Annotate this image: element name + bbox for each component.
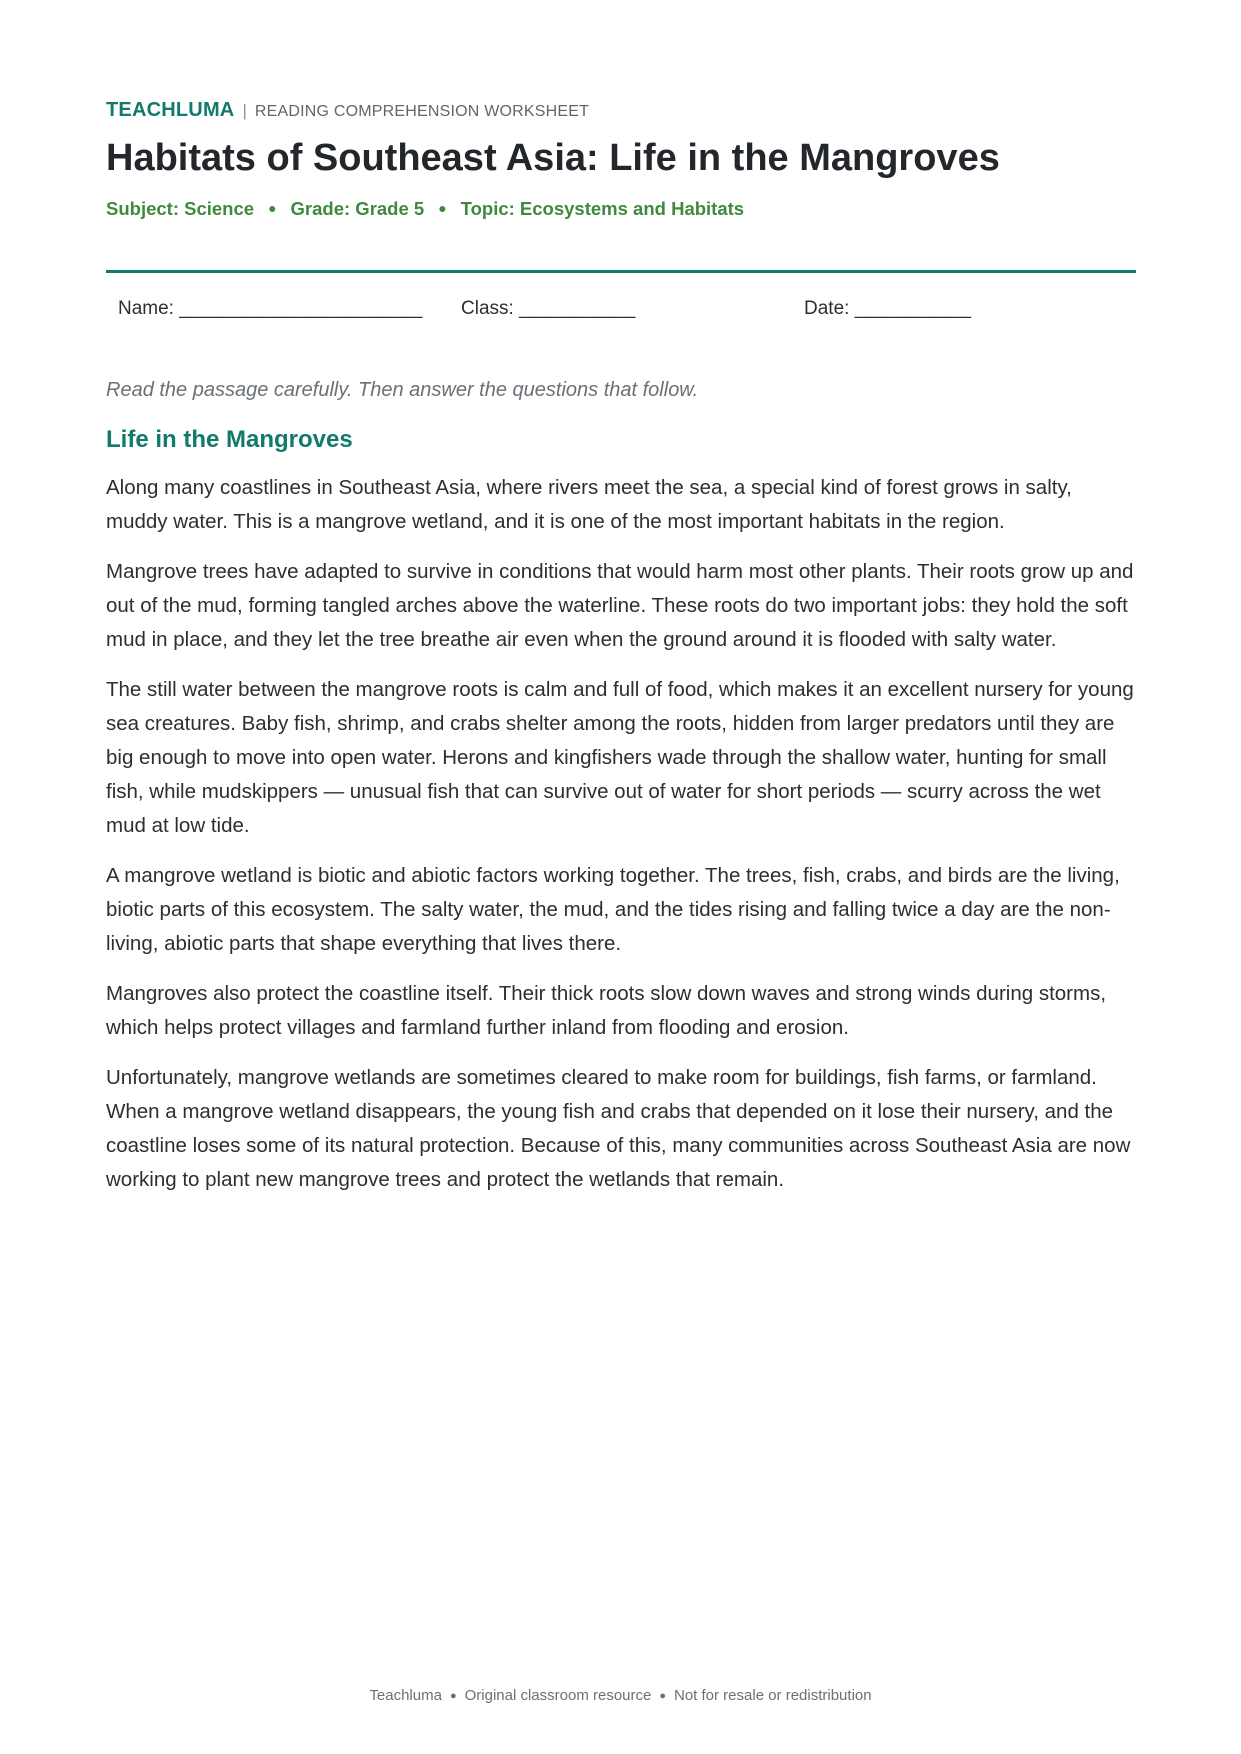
worksheet-type: READING COMPREHENSION WORKSHEET — [254, 103, 590, 120]
passage-paragraph: A mangrove wetland is biotic and abiotic factors working together. The trees, fish, crabs, and birds are the living, biotic parts of this ecosystem. The salty water, the mud, and the tides rising and falling twice a day are the non-living, abiotic parts that shape everything that lives there. — [106, 864, 1120, 955]
footer-license: Not for resale or redistribution — [674, 1687, 872, 1704]
class-field: Class: ___________ — [461, 298, 636, 319]
meta-separator-dot: ● — [438, 200, 447, 216]
brand-separator: | — [242, 101, 247, 120]
passage-paragraph: The still water between the mangrove roots is calm and full of food, which makes it an excellent nursery for young sea creatures. Baby fish, shrimp, and crabs shelter among the roots, hidden from larger predators until they are big enough to move into open water. Herons and kingfishers wade through the shallow water, hunting for small fish, while mudskippers — unusual fish that can survive out of water for short periods — scurry across the wet mud at low tide. — [106, 678, 1134, 837]
page-title: Habitats of Southeast Asia: Life in the Mangroves — [106, 137, 1000, 179]
meta-grade: Grade: Grade 5 — [290, 198, 425, 219]
passage-paragraph: Mangrove trees have adapted to survive in conditions that would harm most other plants. Their roots grow up and out of the mud, forming tangled arches above the waterline. These roots do two important jobs: they hold the soft mud in place, and they let the tree breathe air even when the ground around it is flooded with salty water. — [106, 560, 1134, 651]
passage-paragraph: Mangroves also protect the coastline itself. Their thick roots slow down waves and strong winds during storms, which helps protect villages and farmland further inland from flooding and erosion. — [106, 982, 1107, 1039]
meta-topic: Topic: Ecosystems and Habitats — [460, 198, 745, 219]
passage-paragraph: Unfortunately, mangrove wetlands are sometimes cleared to make room for buildings, fish farms, or farmland. When a mangrove wetland disappears, the young fish and crabs that depended on it lose their nursery, and the coastline loses some of its natural protection. Because of this, many communities across Southeast Asia are now working to plant new mangrove trees and protect the wetlands that remain. — [106, 1066, 1131, 1191]
worksheet-meta — [106, 196, 744, 221]
instructions: Read the passage carefully. Then answer the questions that follow. — [106, 379, 699, 401]
footer-separator-dot: ● — [659, 1690, 666, 1702]
meta-subject: Subject: Science — [106, 198, 255, 219]
name-field: Name: _______________________ — [118, 298, 423, 319]
passage-heading: Life in the Mangroves — [106, 426, 353, 453]
footer-separator-dot: ● — [449, 1690, 457, 1702]
header-divider — [106, 270, 1136, 273]
footer-note: Original classroom resource — [464, 1687, 652, 1704]
page-footer — [0, 1686, 1241, 1706]
passage-body — [106, 471, 1136, 1213]
brand-row — [106, 98, 589, 124]
date-field: Date: ___________ — [804, 298, 971, 319]
meta-separator-dot: ● — [268, 200, 277, 216]
footer-brand: Teachluma — [369, 1687, 442, 1704]
brand-name: TEACHLUMA — [106, 99, 235, 121]
passage-paragraph: Along many coastlines in Southeast Asia, where rivers meet the sea, a special kind of forest grows in salty, muddy water. This is a mangrove wetland, and it is one of the most important habitats in the region. — [106, 476, 1072, 533]
